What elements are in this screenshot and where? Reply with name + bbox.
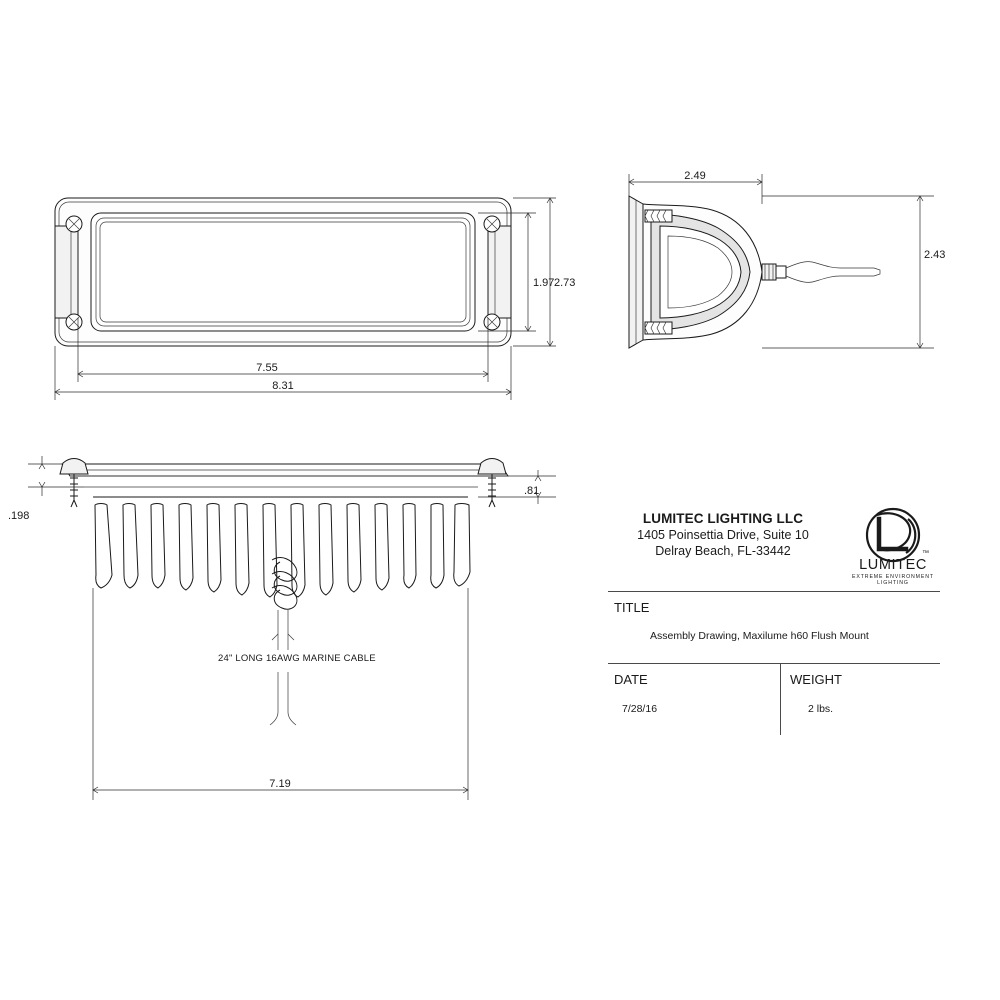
dim-width-inner: 7.55 [256, 362, 278, 374]
logo-wordmark: LUMITEC [859, 557, 927, 573]
dim-cutout-width: 7.19 [269, 778, 291, 790]
dim-height-outer: 2.73 [554, 277, 576, 289]
company-info [608, 511, 838, 559]
title-block-divider-middle [608, 663, 940, 664]
heat-sink-fins [95, 504, 470, 598]
section-view-geometry [60, 459, 508, 726]
dim-side-height: 2.43 [924, 249, 946, 261]
front-view-geometry [55, 198, 511, 346]
title-block-divider-top [608, 591, 940, 592]
weight-value: 2 lbs. [808, 703, 834, 715]
title-label: TITLE [614, 600, 650, 615]
title-value: Assembly Drawing, Maxilume h60 Flush Mount [650, 630, 869, 642]
side-view-geometry [629, 196, 880, 348]
date-value: 7/28/16 [622, 703, 658, 715]
title-block [608, 505, 940, 735]
company-address-line-1: 1405 Poinsettia Drive, Suite 10 [637, 528, 809, 542]
dim-width-outer: 8.31 [272, 380, 294, 392]
company-address-line-2: Delray Beach, FL-33442 [655, 544, 791, 558]
weight-label: WEIGHT [790, 672, 842, 687]
dim-height-inner: 1.97 [533, 277, 555, 289]
date-label: DATE [614, 672, 648, 687]
side-view-cable [762, 262, 880, 283]
dim-flange-thickness: .198 [8, 510, 30, 522]
logo-tagline: EXTREME ENVIRONMENT LIGHTING [852, 574, 934, 586]
title-block-column-divider [780, 663, 781, 735]
dim-bezel-height: .81 [524, 485, 540, 497]
svg-text:™: ™ [922, 550, 929, 557]
company-name: LUMITEC LIGHTING LLC [642, 511, 804, 526]
dim-depth: 2.49 [684, 170, 706, 182]
cable-callout: 24" LONG 16AWG MARINE CABLE [218, 653, 376, 664]
